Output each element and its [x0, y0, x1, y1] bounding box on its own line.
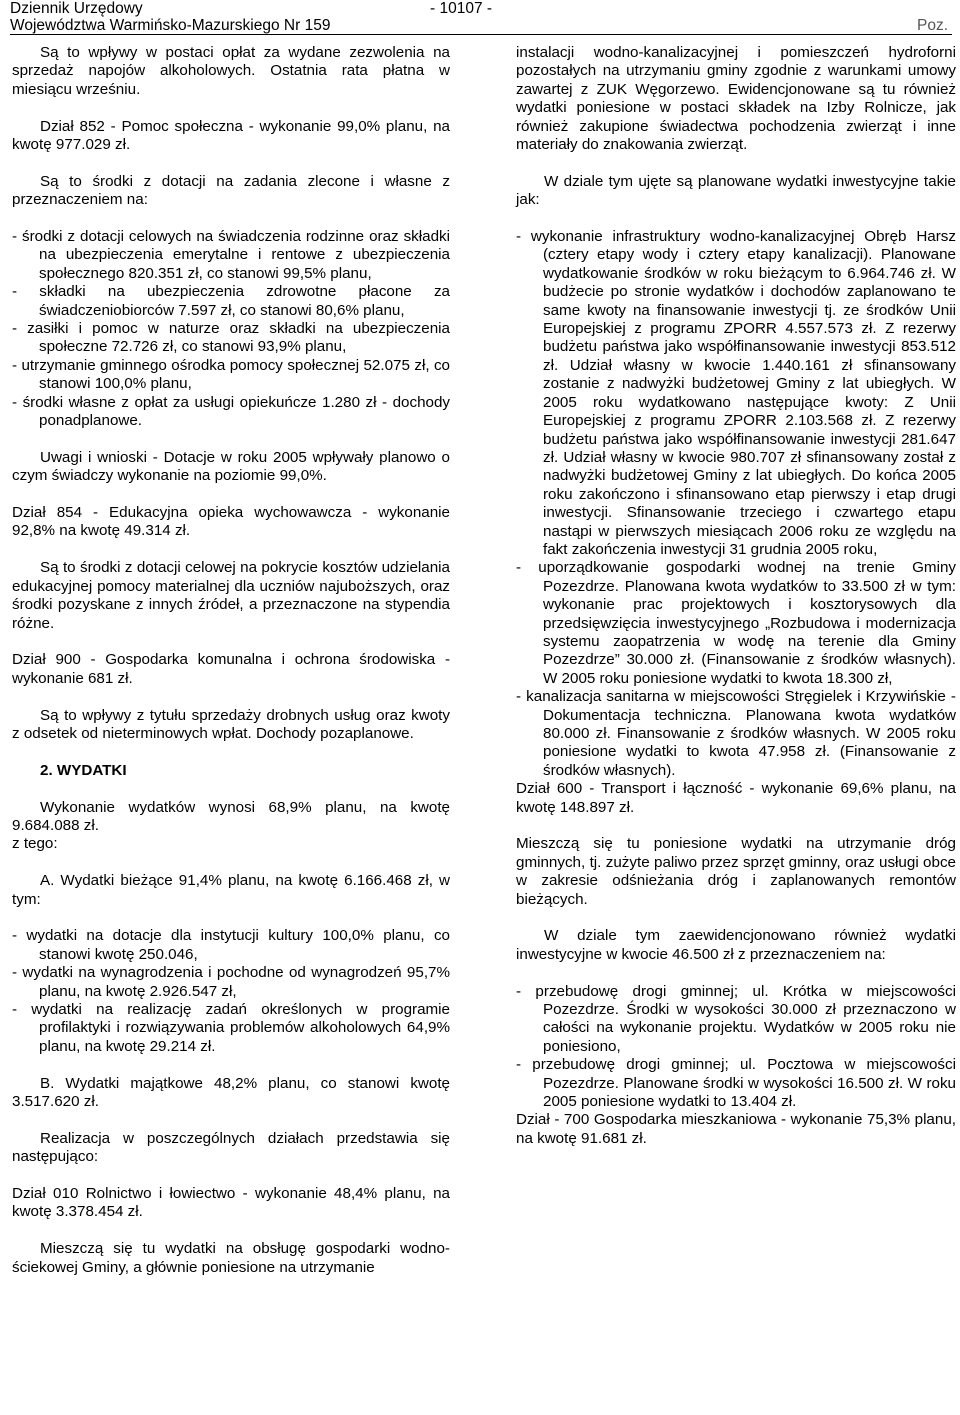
list-item: - środki z dotacji celowych na świadczenia rodzinne oraz składki na ubezpieczenia emerytalne i rentowe z ubezpieczenia społecznego 820.351 zł, co stanowi 99,5% planu, [12, 228, 450, 282]
list-item: - składki na ubezpieczenia zdrowotne płacone za świadczeniobiorców 7.597 zł, co stanowi 80,6% planu, [12, 283, 450, 319]
list-item: - wydatki na dotacje dla instytucji kultury 100,0% planu, co stanowi kwotę 250.046, [12, 927, 450, 963]
paragraph: Są to wpływy z tytułu sprzedaży drobnych usług oraz kwoty z odsetek od nieterminowych wpłat. Dochody pozaplanowe. [12, 706, 450, 742]
right-column [516, 44, 956, 1167]
paragraph: W dziale tym zaewidencjonowano również wydatki inwestycyjne w kwocie 46.500 zł z przeznaczeniem na: [516, 927, 956, 963]
page-number: - 10107 - [430, 0, 493, 17]
list-item: - kanalizacja sanitarna w miejscowości Stręgielek i Krzywińskie - Dokumentacja techniczna. Planowana kwota wydatków 80.000 zł. Finansowanie z środków własnych. W 2005 roku poniesione wydatki to kwota 47.958 zł. (Finansowanie z środków własnych). [516, 688, 956, 779]
paragraph: Uwagi i wnioski - Dotacje w roku 2005 wpływały planowo o czym świadczy wykonanie na poziomie 99,0%. [12, 448, 450, 485]
paragraph: W dziale tym ujęte są planowane wydatki inwestycyjne takie jak: [516, 172, 956, 209]
section-heading: Dział 854 - Edukacyjna opieka wychowawcza - wykonanie 92,8% na kwotę 49.314 zł. [12, 504, 450, 540]
paragraph: Są to środki z dotacji celowej na pokrycie kosztów udzielania edukacyjnej pomocy materialnej dla uczniów najuboższych, oraz środki pozyskane z innych źródeł, a przeznaczone na stypendia różne. [12, 559, 450, 632]
list-item: - wykonanie infrastruktury wodno-kanalizacyjnej Obręb Harsz (cztery etapy wody i cztery etapy kanalizacji). Planowane wydatkowanie środków w roku bieżącym to 6.964.746 zł. W budżecie po stronie wydatków i dochodów zaplanowano te same kwoty na finansowanie inwestycji tj. ze środków Unii Europejskiej z programu ZPORR 4.557.573 zł. Z rezerwy budżetu państwa jako współfinansowanie inwestycji 853.512 zł. Udział własny w kwocie 1.440.161 zł sfinansowany zostanie z nadwyżki budżetowej Gminy z lat ubiegłych. W 2005 roku wydatkowano następujące kwoty: Z Unii Europejskiej z programu ZPORR 2.103.568 zł. Z rezerwy budżetu państwa jako współfinansowanie inwestycji 281.647 zł. Udział własny w kwocie 980.707 zł sfinansowany został z nadwyżki budżetowej Gminy z lat ubiegłych. Do końca 2005 roku zakończono i sfinansowano etap pierwszy i etap drugi inwestycji. Sfinansowanie trzeciego i czwartego etapu nastąpi w pierwszych miesiącach 2006 roku ze względu na fakt zakończenia inwestycji 31 grudnia 2005 roku, [516, 228, 956, 558]
position-label: Poz. [916, 17, 948, 34]
list-item: - wydatki na wynagrodzenia i pochodne od wynagrodzeń 95,7% planu, na kwotę 2.926.547 zł, [12, 964, 450, 1000]
paragraph: Wykonanie wydatków wynosi 68,9% planu, na kwotę 9.684.088 zł. [12, 798, 450, 834]
list-item: - środki własne z opłat za usługi opiekuńcze 1.280 zł - dochody ponadplanowe. [12, 393, 450, 430]
list-item: - przebudowę drogi gminnej; ul. Krótka w miejscowości Pozezdrze. Środki w wysokości 30.000 zł przeznaczono w całości na wykonanie projektu. Wydatków w 2005 roku nie poniesiono, [516, 982, 956, 1055]
paragraph: z tego: [12, 835, 58, 853]
header-rule [10, 34, 952, 35]
journal-issue: Województwa Warmińsko-Mazurskiego Nr 159 [10, 17, 331, 34]
left-column [12, 44, 450, 1277]
paragraph: A. Wydatki bieżące 91,4% planu, na kwotę 6.166.468 zł, w tym: [12, 872, 450, 908]
section-heading: Dział 010 Rolnictwo i łowiectwo - wykonanie 48,4% planu, na kwotę 3.378.454 zł. [12, 1184, 450, 1221]
section-heading: Dział 852 - Pomoc społeczna - wykonanie 99,0% planu, na kwotę 977.029 zł. [12, 117, 450, 154]
journal-name: Dziennik Urzędowy [10, 0, 143, 17]
expense-list [12, 927, 450, 1056]
chapter-heading: 2. WYDATKI [40, 761, 127, 779]
paragraph: instalacji wodno-kanalizacyjnej i pomieszczeń hydroforni pozostałych na utrzymaniu gminy zgodnie z warunkami umowy zawartej z ZUK Węgorzewo. Ewidencjonowane są tu również wydatki poniesione w postaci składek na Izby Rolnicze, jak również zakupione świadectwa pochodzenia zwierząt i inne materiały do znakowania zwierząt. [516, 44, 956, 154]
funding-list [12, 228, 450, 430]
list-item: - przebudowę drogi gminnej; ul. Pocztowa w miejscowości Pozezdrze. Planowane środki w wysokości 16.500 zł. W roku 2005 poniesione wydatki to 13.404 zł. [516, 1056, 956, 1111]
list-item: - utrzymanie gminnego ośrodka pomocy społecznej 52.075 zł, co stanowi 100,0% planu, [12, 356, 450, 393]
paragraph: Są to środki z dotacji na zadania zlecone i własne z przeznaczeniem na: [12, 172, 450, 209]
paragraph: Mieszczą się tu poniesione wydatki na utrzymanie dróg gminnych, tj. zużyte paliwo przez sprzęt gminny, oraz usługi obce w zakresie odśnieżania dróg i zaplanowanych remontów bieżących. [516, 835, 956, 908]
paragraph: B. Wydatki majątkowe 48,2% planu, co stanowi kwotę 3.517.620 zł. [12, 1074, 450, 1110]
section-heading: Dział - 700 Gospodarka mieszkaniowa - wykonanie 75,3% planu, na kwotę 91.681 zł. [516, 1111, 956, 1147]
section-heading: Dział 600 - Transport i łączność - wykonanie 69,6% planu, na kwotę 148.897 zł. [516, 780, 956, 816]
list-item: - uporządkowanie gospodarki wodnej na trenie Gminy Pozezdrze. Planowana kwota wydatków to 33.500 zł w tym: wykonanie prac projektowych i kosztorysowych dla przedsięwzięcia inwestycyjnego „Rozbudowa i modernizacja systemu zaopatrzenia w wodę na terenie dla Gminy Pozezdrze” 30.000 zł. (Finansowanie z środków własnych). W 2005 roku poniesione wydatki to kwota 18.300 zł, [516, 559, 956, 687]
paragraph: Są to wpływy w postaci opłat za wydane zezwolenia na sprzedaż napojów alkoholowych. Ostatnia rata płatna w miesiącu wrześniu. [12, 44, 450, 98]
journal-title [10, 0, 330, 34]
list-item: - zasiłki i pomoc w naturze oraz składki na ubezpieczenia społeczne 72.726 zł, co stanowi 93,9% planu, [12, 320, 450, 356]
page-header [0, 0, 960, 34]
list-item: - wydatki na realizację zadań określonych w programie profilaktyki i rozwiązywania problemów alkoholowych 64,9% planu, na kwotę 29.214 zł. [12, 1000, 450, 1055]
paragraph: Mieszczą się tu wydatki na obsługę gospodarki wodno-ściekowej Gminy, a głównie poniesione na utrzymanie [12, 1240, 450, 1276]
section-heading: Dział 900 - Gospodarka komunalna i ochrona środowiska - wykonanie 681 zł. [12, 651, 450, 687]
paragraph: Realizacja w poszczególnych działach przedstawia się następująco: [12, 1129, 450, 1166]
